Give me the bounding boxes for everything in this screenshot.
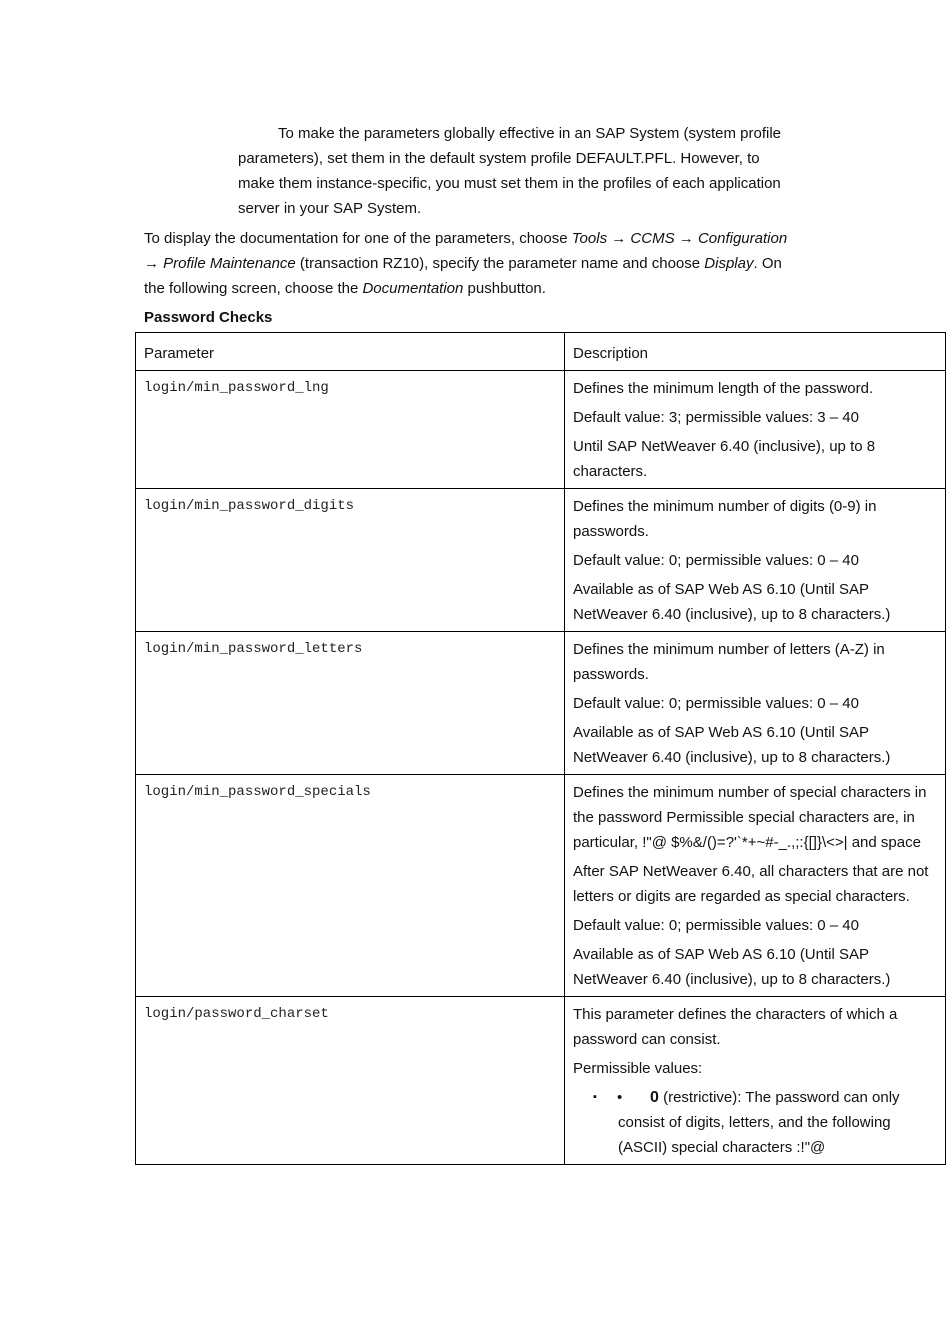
desc-line: Default value: 0; permissible values: 0 – 40: [573, 917, 859, 934]
table-row: [136, 775, 946, 997]
arrow-3: →: [144, 255, 164, 272]
desc-line: This parameter defines the characters of which a password can consist.: [573, 1006, 898, 1048]
documentation-paragraph: [144, 226, 804, 301]
desc-line: Defines the minimum length of the password.: [573, 380, 874, 397]
table-header-row: [136, 333, 946, 371]
para-text-3: . On the following screen, choose the: [144, 255, 782, 297]
header-parameter: Parameter: [136, 333, 565, 371]
table-row: [136, 997, 946, 1165]
desc-line: Default value: 3; permissible values: 3 – 40: [573, 409, 859, 426]
intro-note: [238, 121, 798, 221]
desc-line: Until SAP NetWeaver 6.40 (inclusive), up to 8 characters.: [573, 438, 876, 480]
password-parameters-table: [135, 332, 946, 1165]
desc-line: Available as of SAP Web AS 6.10 (Until SAP NetWeaver 6.40 (inclusive), up to 8 characters.): [573, 724, 891, 766]
para-text-1: To display the documentation for one of the parameters, choose: [144, 230, 572, 247]
header-description: Description: [565, 333, 946, 371]
param-description: [565, 489, 946, 632]
menu-path-profile-maintenance: Profile Maintenance: [163, 255, 296, 272]
desc-line: Default value: 0; permissible values: 0 – 40: [573, 552, 859, 569]
desc-line: Defines the minimum number of special characters in the password Permissible special characters are, in particular, !"@ $%&/()=?'`*+~#-_.,;:{[]}\<>| and space: [573, 784, 927, 851]
dot-bullet-icon: •: [617, 1089, 623, 1106]
menu-path-ccms: CCMS: [630, 230, 675, 247]
charset-value-text: (restrictive): The password can only consist of digits, letters, and the following (ASCII) special characters :!"@: [618, 1089, 900, 1156]
charset-value-code: 0: [650, 1089, 659, 1106]
desc-line: Available as of SAP Web AS 6.10 (Until SAP NetWeaver 6.40 (inclusive), up to 8 characters.): [573, 581, 891, 623]
table-row: [136, 489, 946, 632]
display-button-ref: Display: [704, 255, 754, 272]
param-name: login/password_charset: [136, 997, 565, 1165]
documentation-button-ref: Documentation: [362, 280, 464, 297]
arrow-2: →: [674, 230, 698, 247]
param-description: [565, 632, 946, 775]
desc-line: Permissible values:: [573, 1060, 703, 1077]
param-name: login/min_password_letters: [136, 632, 565, 775]
permissible-values-list: [573, 1085, 937, 1160]
para-text-4: pushbutton.: [463, 280, 546, 297]
param-name: login/min_password_lng: [136, 371, 565, 489]
param-description: [565, 997, 946, 1165]
menu-path-configuration: Configuration: [697, 230, 788, 247]
table-row: [136, 632, 946, 775]
param-name: login/min_password_digits: [136, 489, 565, 632]
desc-line: Defines the minimum number of letters (A-Z) in passwords.: [573, 641, 885, 683]
desc-line: Default value: 0; permissible values: 0 – 40: [573, 695, 859, 712]
param-description: [565, 775, 946, 997]
param-name: login/min_password_specials: [136, 775, 565, 997]
section-heading: Password Checks: [144, 309, 273, 326]
desc-line: After SAP NetWeaver 6.40, all characters that are not letters or digits are regarded as special characters.: [573, 863, 929, 905]
menu-path-tools: Tools: [571, 230, 608, 247]
desc-line: Available as of SAP Web AS 6.10 (Until SAP NetWeaver 6.40 (inclusive), up to 8 characters.): [573, 946, 891, 988]
desc-line: Defines the minimum number of digits (0-9) in passwords.: [573, 498, 877, 540]
arrow-1: →: [607, 230, 631, 247]
table-row: [136, 371, 946, 489]
para-text-2: (transaction RZ10), specify the parameter name and choose: [295, 255, 705, 272]
list-item: [573, 1085, 937, 1160]
intro-note-text: To make the parameters globally effective in an SAP System (system profile parameters), set them in the default system profile DEFAULT.PFL. However, to make them instance-specific, you must set them in the profiles of each application server in your SAP System.: [238, 125, 782, 217]
square-bullet-icon: ▪: [593, 1091, 597, 1103]
param-description: [565, 371, 946, 489]
